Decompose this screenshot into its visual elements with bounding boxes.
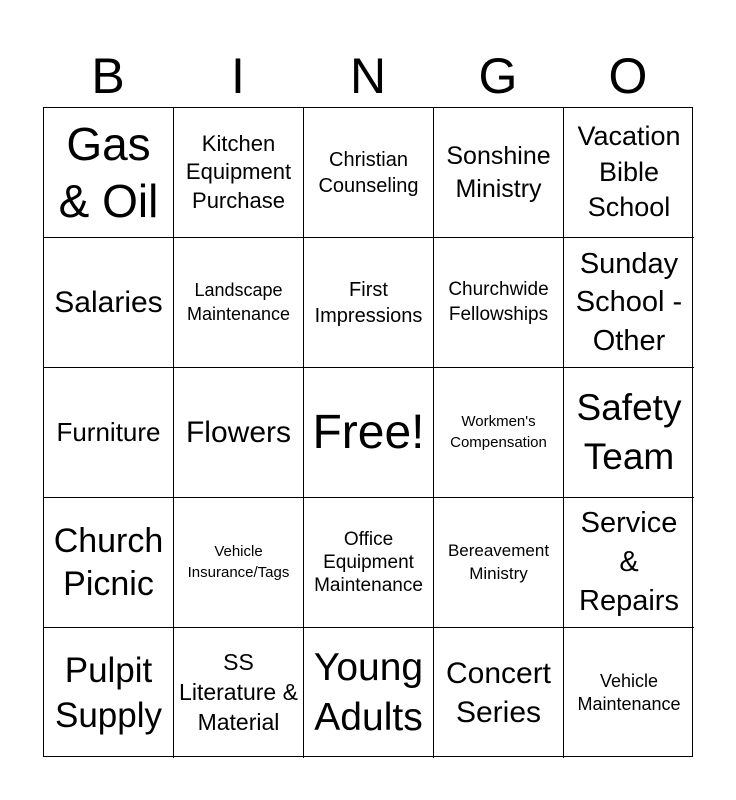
bingo-cell[interactable] [564, 498, 694, 628]
bingo-cell-text: Workmen's Compensation [450, 413, 547, 451]
bingo-cell-text: Churchwide Fellowships [448, 278, 549, 325]
bingo-cell-text: Young Adults [313, 646, 424, 739]
bingo-cell-text: Service & Repairs [579, 506, 679, 618]
bingo-cell-text: Vehicle Maintenance [577, 670, 681, 714]
header-letter-b: B [91, 48, 125, 104]
bingo-cell[interactable] [564, 108, 694, 238]
bingo-cell[interactable] [44, 498, 174, 628]
bingo-cell[interactable] [434, 498, 564, 628]
bingo-cell-text: Church Picnic [53, 522, 164, 603]
bingo-cell[interactable] [44, 108, 174, 238]
bingo-cell-text: Sunday School - Other [575, 247, 683, 357]
bingo-cell[interactable] [304, 238, 434, 368]
bingo-cell-text: Safety Team [576, 387, 682, 477]
bingo-cell-text: Sonshine Ministry [446, 141, 551, 203]
bingo-cell[interactable] [304, 628, 434, 758]
bingo-cell[interactable] [564, 628, 694, 758]
bingo-cell-text: Gas & Oil [58, 118, 159, 227]
bingo-cell-text: Pulpit Supply [54, 650, 163, 735]
header-letter-o: O [608, 48, 648, 104]
bingo-cell-text: Kitchen Equipment Purchase [185, 131, 292, 213]
bingo-cell-text: Salaries [54, 285, 163, 319]
bingo-cell[interactable] [434, 628, 564, 758]
bingo-cell-text: Christian Counseling [318, 148, 419, 197]
bingo-cell[interactable] [304, 368, 434, 498]
header-letter-i: I [231, 48, 245, 104]
bingo-cell[interactable] [174, 238, 304, 368]
bingo-cell-text: Concert Series [445, 657, 552, 729]
bingo-card [43, 107, 693, 757]
bingo-cell[interactable] [434, 238, 564, 368]
bingo-cell-text: SS Literature & Material [179, 649, 298, 735]
bingo-cell[interactable] [304, 498, 434, 628]
bingo-cell[interactable] [434, 108, 564, 238]
bingo-cell[interactable] [564, 368, 694, 498]
bingo-cell[interactable] [44, 628, 174, 758]
header-letter-n: N [349, 48, 387, 104]
bingo-cell-text: Landscape Maintenance [186, 280, 291, 324]
bingo-cell[interactable] [434, 368, 564, 498]
bingo-cell-text: Furniture [56, 416, 161, 447]
bingo-cell-text: Vehicle Insurance/Tags [187, 543, 290, 581]
bingo-cell-text: Flowers [185, 415, 291, 449]
bingo-cell[interactable] [174, 628, 304, 758]
bingo-cell[interactable] [174, 498, 304, 628]
bingo-cell-text: Free! [312, 405, 425, 459]
bingo-cell-text: Bereavement Ministry [447, 541, 550, 583]
header-letter-g: G [478, 48, 518, 104]
bingo-cell-text: Office Equipment Maintenance [314, 528, 423, 597]
bingo-cell-text: First Impressions [314, 278, 423, 327]
bingo-cell[interactable] [304, 108, 434, 238]
bingo-cell[interactable] [174, 368, 304, 498]
bingo-cell[interactable] [44, 238, 174, 368]
bingo-cell[interactable] [44, 368, 174, 498]
bingo-cell[interactable] [174, 108, 304, 238]
bingo-cell-text: Vacation Bible School [577, 120, 681, 223]
bingo-header [43, 44, 693, 108]
bingo-cell[interactable] [564, 238, 694, 368]
